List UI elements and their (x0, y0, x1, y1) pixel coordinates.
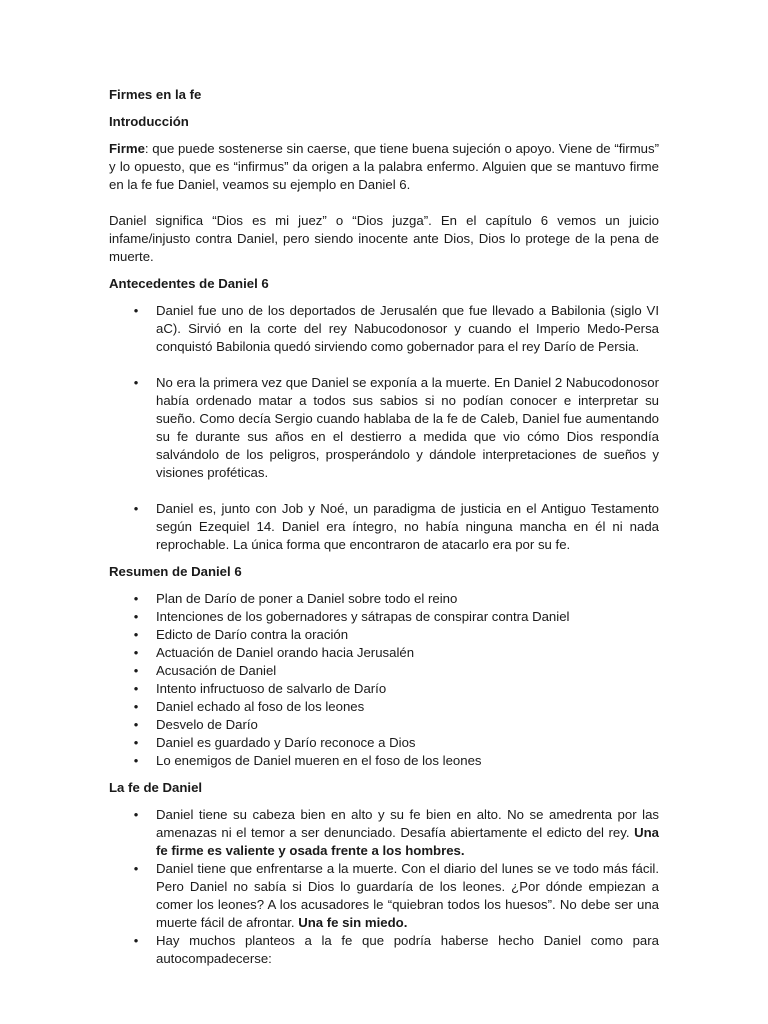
intro-paragraph-1-text: : que puede sostenerse sin caerse, que tiene buena sujeción o apoyo. Viene de “firmus” y lo opuesto, que es “infirmus” da origen a la palabra enfermo. Alguien que se mantuvo firme en la fe fue Daniel, veamos su ejemplo en Daniel 6. (109, 141, 659, 192)
list-item: • Intento infructuoso de salvarlo de Darío (109, 680, 659, 698)
bullet-icon: • (133, 933, 139, 948)
list-item: • Daniel tiene que enfrentarse a la muerte. Con el diario del lunes se ve todo más fácil. Pero Daniel no sabía si Dios lo guardaría de los leones. ¿Por dónde empiezan a comer los leones? A los acusadores le “quiebran todos los huesos”. No debe ser una muerte fácil de afrontar. Una fe sin miedo. (109, 860, 659, 932)
list-item: • Acusación de Daniel (109, 662, 659, 680)
list-item: • Desvelo de Darío (109, 716, 659, 734)
list-item: • Lo enemigos de Daniel mueren en el foso de los leones (109, 752, 659, 770)
section-heading-introduccion: Introducción (109, 114, 189, 129)
section-heading-resumen: Resumen de Daniel 6 (109, 564, 242, 579)
bullet-icon: • (133, 717, 139, 732)
document-title: Firmes en la fe (109, 87, 202, 102)
bullet-icon: • (133, 303, 139, 318)
section-heading-fe-de-daniel: La fe de Daniel (109, 780, 203, 795)
list-item: • Daniel es, junto con Job y Noé, un paradigma de justicia en el Antiguo Testamento según Ezequiel 14. Daniel era íntegro, no había ninguna mancha en él ni nada reprochable. La única forma que encontraron de atacarlo era por su fe. (109, 500, 659, 554)
list-item: • Daniel fue uno de los deportados de Jerusalén que fue llevado a Babilonia (siglo VI aC). Sirvió en la corte del rey Nabucodonosor y cuando el Imperio Medo-Persa conquistó Babilonia quedó sirviendo como gobernador para el rey Darío de Persia. (109, 302, 659, 356)
bullet-icon: • (133, 501, 139, 516)
bullet-icon: • (133, 375, 139, 390)
bullet-icon: • (133, 681, 139, 696)
list-item: • Edicto de Darío contra la oración (109, 626, 659, 644)
intro-lead-term: Firme (109, 141, 145, 156)
list-item: • Actuación de Daniel orando hacia Jerusalén (109, 644, 659, 662)
list-item: • Plan de Darío de poner a Daniel sobre todo el reino (109, 590, 659, 608)
bullet-icon: • (133, 591, 139, 606)
bullet-icon: • (133, 627, 139, 642)
list-item: • Daniel echado al foso de los leones (109, 698, 659, 716)
list-item: • No era la primera vez que Daniel se exponía a la muerte. En Daniel 2 Nabucodonosor había ordenado matar a todos sus sabios si no podían conocer e interpretar su sueño. Como decía Sergio cuando hablaba de la fe de Caleb, Daniel fue aumentando su fe durante sus años en el destierro a medida que vio cómo Dios respondía salvándolo de los peligros, prosperándolo y dándole interpretaciones de sueños y visiones proféticas. (109, 374, 659, 482)
bullet-icon: • (133, 807, 139, 822)
bullet-icon: • (133, 609, 139, 624)
resumen-list (109, 590, 659, 770)
intro-paragraph-1 (109, 140, 659, 194)
bullet-icon: • (133, 735, 139, 750)
emphasis-text: Una fe firme es valiente y osada frente a los hombres. (156, 825, 659, 858)
bullet-icon: • (133, 663, 139, 678)
fe-list (109, 806, 659, 968)
list-item: • Intenciones de los gobernadores y sátrapas de conspirar contra Daniel (109, 608, 659, 626)
bullet-icon: • (133, 861, 139, 876)
list-item: • Daniel es guardado y Darío reconoce a Dios (109, 734, 659, 752)
list-item: • Daniel tiene su cabeza bien en alto y su fe bien en alto. No se amedrenta por las amenazas ni el temor a ser denunciado. Desafía abiertamente el edicto del rey. Una fe firme es valiente y osada frente a los hombres. (109, 806, 659, 860)
emphasis-text: Una fe sin miedo. (298, 915, 408, 930)
section-heading-antecedentes: Antecedentes de Daniel 6 (109, 276, 269, 291)
bullet-icon: • (133, 699, 139, 714)
intro-paragraph-2: Daniel significa “Dios es mi juez” o “Dios juzga”. En el capítulo 6 vemos un juicio infame/injusto contra Daniel, pero siendo inocente ante Dios, Dios lo protege de la pena de muerte. (109, 213, 659, 264)
bullet-icon: • (133, 645, 139, 660)
list-item: • Hay muchos planteos a la fe que podría haberse hecho Daniel como para autocompadecerse: (109, 932, 659, 968)
antecedentes-list (109, 302, 659, 554)
document-body (109, 86, 659, 968)
bullet-icon: • (133, 753, 139, 768)
